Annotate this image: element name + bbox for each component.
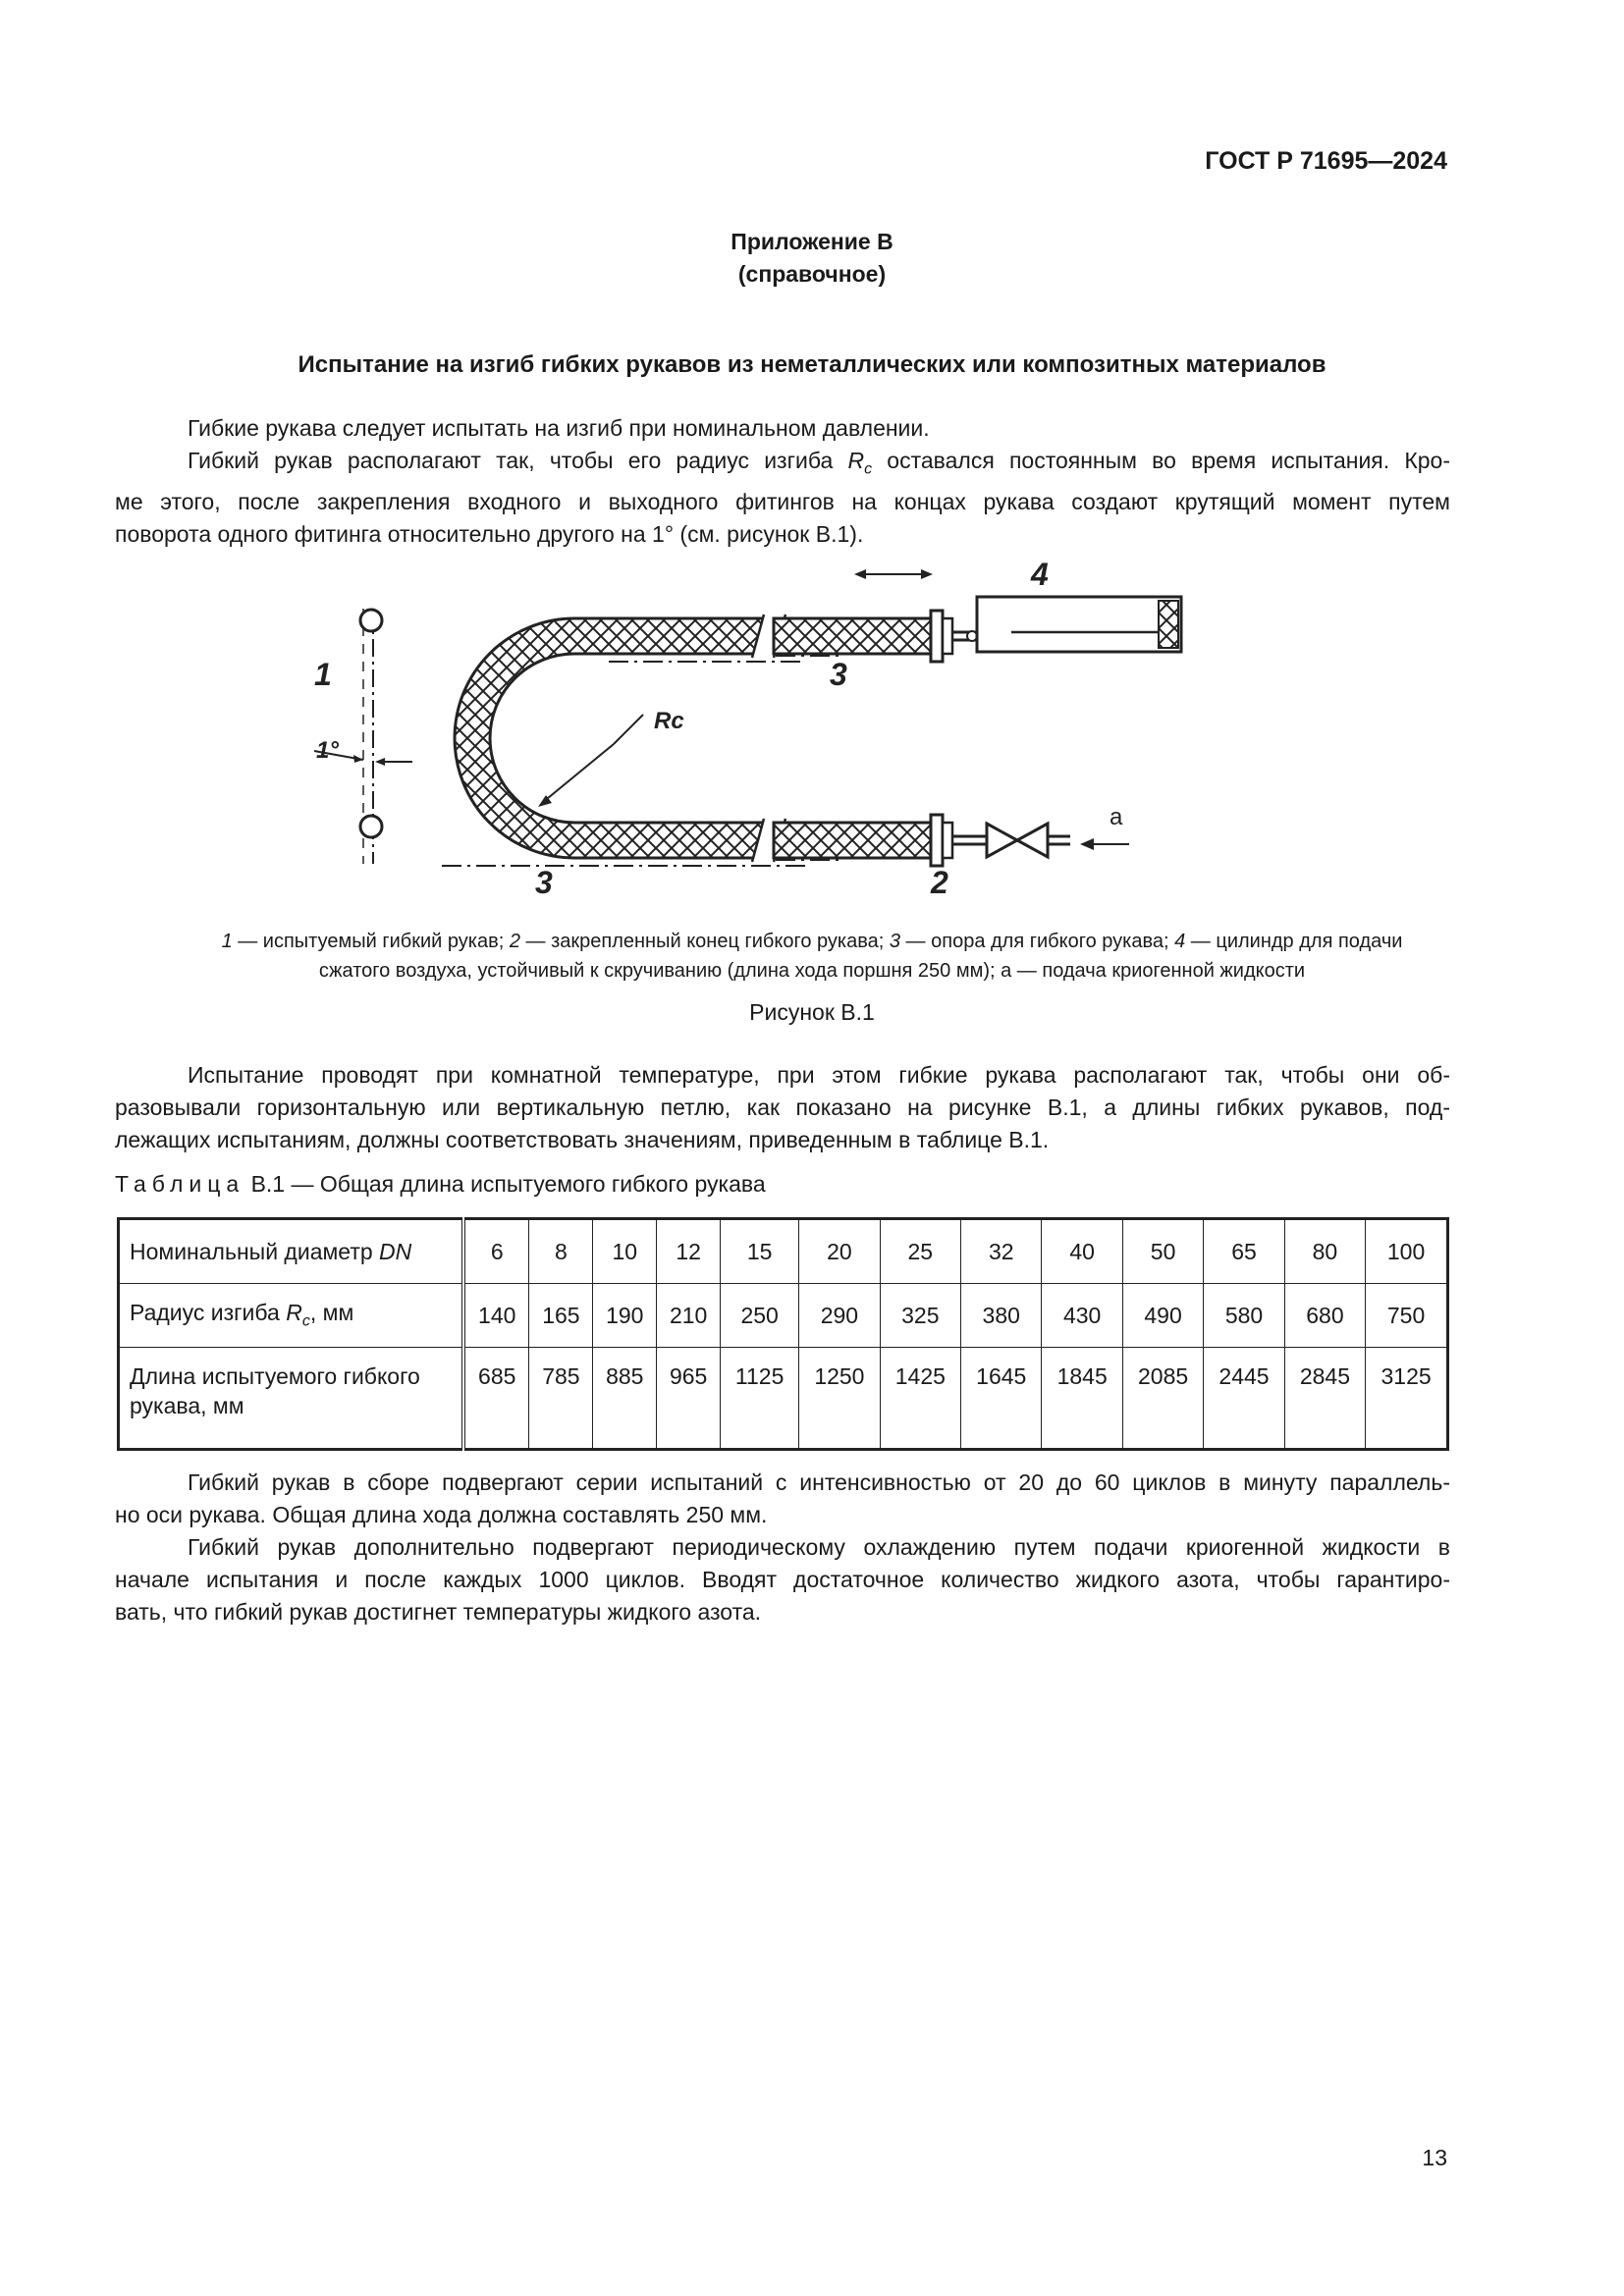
rotation-reference: [314, 609, 412, 864]
intro-line-2: Гибкий рукав располагают так, чтобы его радиус изгиба $R_c$ оставался постоянным во время испытания. Кро-: [188, 448, 1450, 478]
figure-caption: Рисунок В.1: [749, 999, 875, 1025]
radius-cell: 250: [721, 1284, 799, 1348]
length-cell: 1425: [880, 1348, 960, 1450]
row-label-radius: Радиус изгиба $R_c$, мм: [119, 1284, 464, 1348]
radius-cell: 190: [593, 1284, 657, 1348]
conditions-line-3: лежащих испытаниям, должны соответствовать значениям, приведенным в таблице В.1.: [115, 1127, 1050, 1152]
length-cell: 1125: [721, 1348, 799, 1450]
table-row-radius: [119, 1284, 1448, 1348]
dn-cell: 50: [1122, 1219, 1203, 1284]
radius-cell: 165: [529, 1284, 593, 1348]
conditions-line-1: Испытание проводят при комнатной температуре, при этом гибкие рукава располагают так, чтобы они об-: [188, 1062, 1450, 1088]
annex-heading: [0, 226, 1624, 291]
label-cylinder: 4: [1031, 557, 1049, 592]
dn-cell: 15: [721, 1219, 799, 1284]
stroke-direction-arrow: [854, 569, 933, 579]
row-label-dn: Номинальный диаметр DN: [119, 1219, 464, 1284]
radius-cell: 325: [880, 1284, 960, 1348]
test-conditions-paragraph: [115, 1059, 1450, 1156]
radius-cell: 490: [1122, 1284, 1203, 1348]
intro-paragraph: [115, 412, 1450, 551]
dn-cell: 100: [1366, 1219, 1448, 1284]
test-hose: [455, 618, 795, 858]
cycling-line-2: но оси рукава. Общая длина хода должна составлять 250 мм.: [115, 1502, 768, 1527]
figure-legend: [108, 927, 1516, 986]
cycling-line-3: Гибкий рукав дополнительно подвергают периодическому охлаждению путем подачи криогенной жидкости в: [188, 1534, 1450, 1560]
cycling-line-5: вать, что гибкий рукав достигнет температуры жидкого азота.: [115, 1599, 762, 1625]
length-cell: 3125: [1366, 1348, 1448, 1450]
radius-cell: 580: [1204, 1284, 1284, 1348]
label-support-top: 3: [830, 657, 847, 692]
legend-line-2: сжатого воздуха, устойчивый к скручиванию (длина хода поршня 250 мм); а — подача криогенной жидкости: [318, 960, 1306, 982]
length-cell: 2085: [1122, 1348, 1203, 1450]
air-cylinder-assembly: [931, 597, 1181, 662]
radius-cell: 430: [1042, 1284, 1122, 1348]
radius-cell: 750: [1366, 1284, 1448, 1348]
label-support-bottom: 3: [535, 865, 553, 900]
length-cell: 1250: [799, 1348, 880, 1450]
radius-cell: 140: [463, 1284, 529, 1348]
table-caption: Таблица В.1 — Общая длина испытуемого гибкого рукава: [115, 1171, 766, 1197]
dn-cell: 10: [593, 1219, 657, 1284]
legend-line-1: 1 — испытуемый гибкий рукав; 2 — закрепленный конец гибкого рукава; 3 — опора для гибкого рукава; 4 — цилиндр для подачи: [221, 931, 1403, 952]
label-hose: 1: [314, 657, 332, 692]
length-cell: 2845: [1284, 1348, 1365, 1450]
label-fixed-end: 2: [931, 865, 948, 900]
page-number: 13: [1422, 2145, 1447, 2170]
angle-label: 1°: [316, 737, 339, 764]
length-cell: 885: [593, 1348, 657, 1450]
length-cell: 1645: [961, 1348, 1042, 1450]
length-cell: 2445: [1204, 1348, 1284, 1450]
length-cell: 685: [463, 1348, 529, 1450]
dn-cell: 32: [961, 1219, 1042, 1284]
dn-cell: 8: [529, 1219, 593, 1284]
length-cell: 785: [529, 1348, 593, 1450]
figure-b1-diagram: [295, 550, 1276, 923]
radius-cell: 290: [799, 1284, 880, 1348]
length-cell: 965: [657, 1348, 721, 1450]
length-cell: 1845: [1042, 1348, 1122, 1450]
document-header-id: ГОСТ Р 71695—2024: [1205, 147, 1447, 175]
conditions-line-2: разовывали горизонтальную или вертикальную петлю, как показано на рисунке В.1, а длины гибких рукавов, под-: [115, 1095, 1450, 1120]
cycling-line-4: начале испытания и после каждых 1000 циклов. Вводят достаточное количество жидкого азота, чтобы гарантиро-: [115, 1567, 1450, 1592]
dn-cell: 6: [463, 1219, 529, 1284]
intro-line-3: ме этого, после закрепления входного и выходного фитингов на концах рукава создают крутящий момент путем: [115, 488, 1450, 514]
dn-cell: 25: [880, 1219, 960, 1284]
section-title: Испытание на изгиб гибких рукавов из неметаллических или композитных материалов: [298, 351, 1326, 378]
bend-radius-indicator: [538, 715, 643, 807]
row-label-length: Длина испытуемого гибкого рукава, мм: [119, 1348, 464, 1450]
radius-cell: 680: [1284, 1284, 1365, 1348]
dn-cell: 80: [1284, 1219, 1365, 1284]
intro-line-4: поворота одного фитинга относительно другого на 1° (см. рисунок В.1).: [115, 520, 864, 547]
hose-length-table: [117, 1217, 1449, 1451]
fixed-end-with-valve: [931, 815, 1129, 866]
annex-title: Приложение В: [731, 229, 893, 254]
radius-cell: 380: [961, 1284, 1042, 1348]
label-feed: а: [1110, 804, 1123, 830]
annex-status: (справочное): [737, 261, 887, 287]
dn-cell: 12: [657, 1219, 721, 1284]
radius-cell: 210: [657, 1284, 721, 1348]
intro-line-1: Гибкие рукава следует испытать на изгиб при номинальном давлении.: [188, 415, 930, 441]
radius-label: Rc: [654, 708, 684, 734]
dn-cell: 65: [1204, 1219, 1284, 1284]
dn-cell: 40: [1042, 1219, 1122, 1284]
cycling-paragraph: [115, 1467, 1450, 1629]
table-row-dn: [119, 1219, 1448, 1284]
table-row-length: [119, 1348, 1448, 1450]
dn-cell: 20: [799, 1219, 880, 1284]
cycling-line-1: Гибкий рукав в сборе подвергают серии испытаний с интенсивностью от 20 до 60 циклов в минуту параллель-: [188, 1469, 1450, 1495]
